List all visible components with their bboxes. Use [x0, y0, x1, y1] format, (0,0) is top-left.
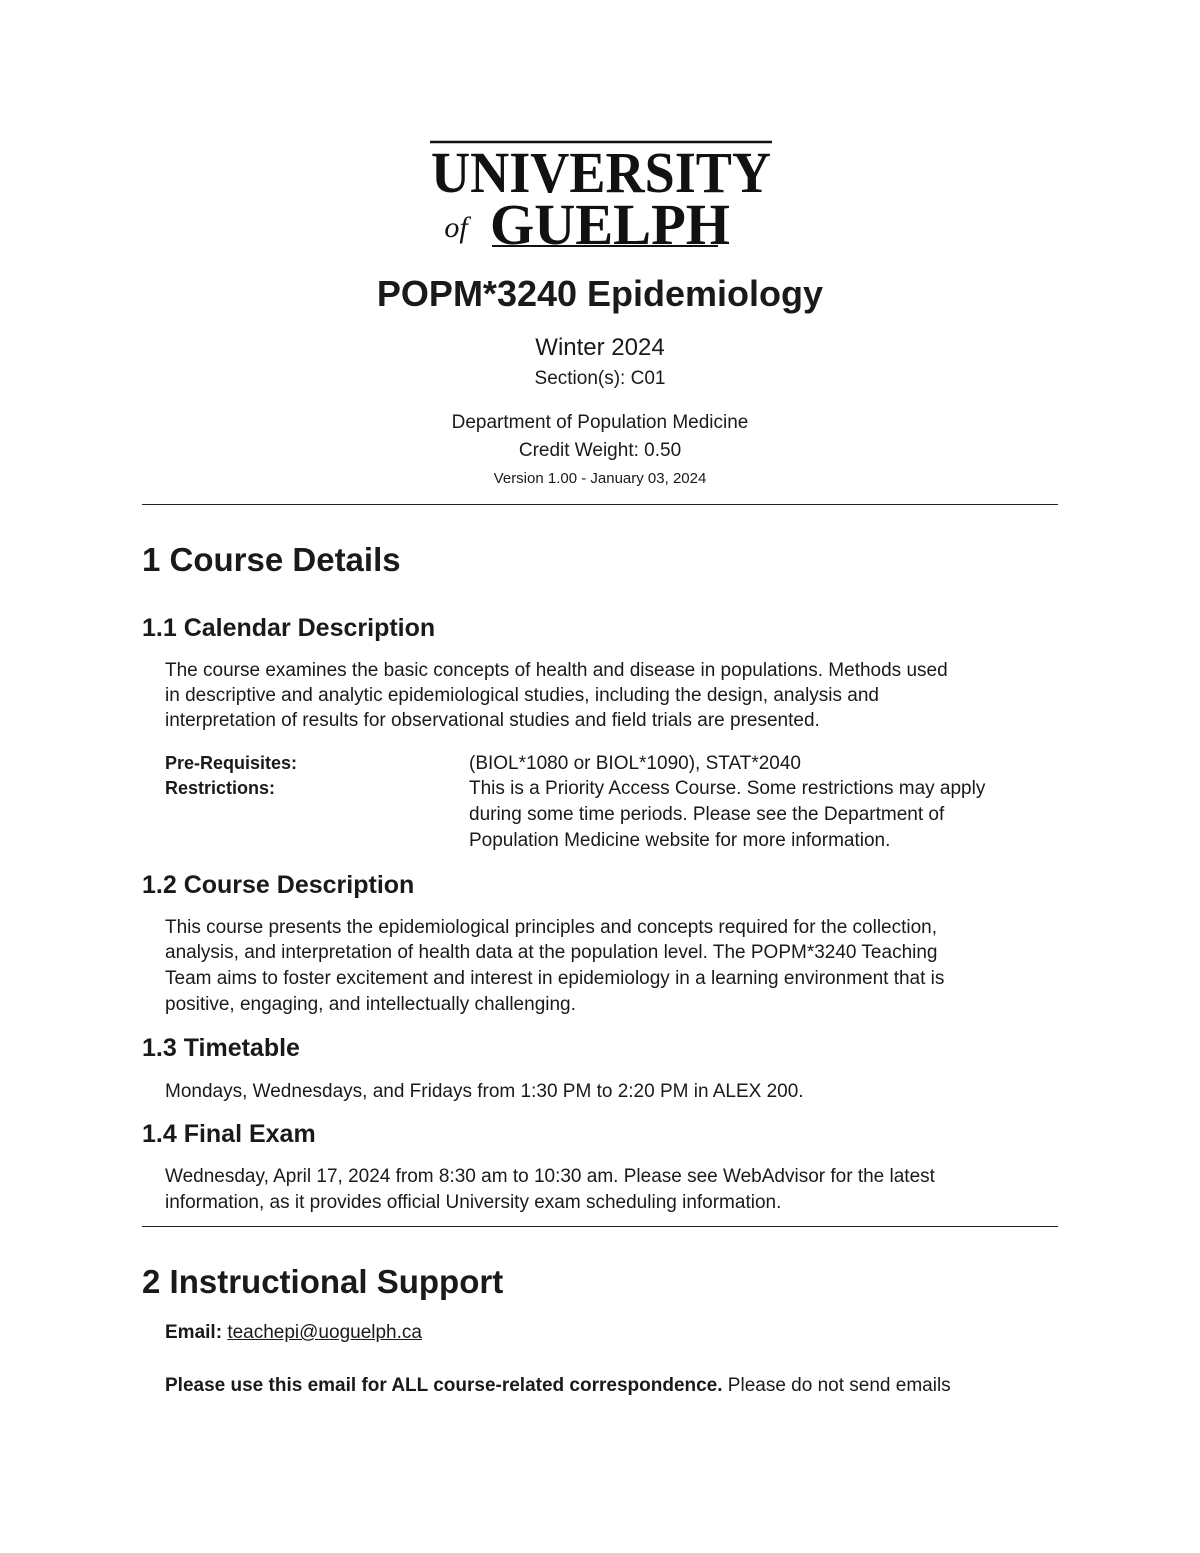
divider — [142, 1226, 1058, 1227]
email-note-bold: Please use this email for ALL course-related correspondence. — [165, 1375, 723, 1396]
course-term: Winter 2024 — [535, 334, 665, 361]
divider — [142, 504, 1058, 505]
prerequisites-value: (BIOL*1080 or BIOL*1090), STAT*2040 — [469, 753, 801, 774]
final-exam-line: Wednesday, April 17, 2024 from 8:30 am to 10:30 am. Please see WebAdvisor for the latest — [165, 1166, 935, 1187]
calendar-line: interpretation of results for observational studies and field trials are presented. — [165, 710, 820, 731]
prerequisites-label: Pre-Requisites: — [165, 753, 298, 773]
heading-course-description: 1.2 Course Description — [142, 871, 415, 899]
restrictions-line: during some time periods. Please see the Department of — [469, 804, 945, 825]
description-line: Team aims to foster excitement and interest in epidemiology in a learning environment that is — [165, 968, 945, 989]
email-note-rest: Please do not send emails — [722, 1375, 951, 1396]
version-line: Version 1.00 - January 03, 2024 — [493, 470, 707, 487]
heading-final-exam: 1.4 Final Exam — [142, 1120, 316, 1148]
heading-calendar-description: 1.1 Calendar Description — [142, 614, 436, 642]
heading-timetable: 1.3 Timetable — [142, 1034, 300, 1062]
email-label: Email: — [165, 1322, 223, 1343]
logo-line2: GUELPH — [490, 192, 730, 248]
department: Department of Population Medicine — [451, 412, 749, 433]
university-logo — [430, 140, 775, 248]
restrictions-label: Restrictions: — [165, 778, 276, 798]
logo-line1: UNIVERSITY — [431, 140, 771, 205]
restrictions-line: Population Medicine website for more information. — [469, 830, 891, 851]
logo-of: of — [444, 211, 468, 244]
email-row — [165, 1320, 1065, 1346]
timetable-text: Mondays, Wednesdays, and Fridays from 1:30 PM to 2:20 PM in ALEX 200. — [165, 1081, 804, 1102]
section-heading-course-details: 1 Course Details — [142, 541, 401, 578]
calendar-line: in descriptive and analytic epidemiological studies, including the design, analysis and — [165, 685, 879, 706]
email-link[interactable]: teachepi@uoguelph.ca — [227, 1322, 422, 1343]
restrictions-line: This is a Priority Access Course. Some restrictions may apply — [469, 778, 986, 799]
course-title: POPM*3240 Epidemiology — [376, 273, 824, 314]
description-line: analysis, and interpretation of health data at the population level. The POPM*3240 Teaching — [165, 942, 938, 963]
section-heading-instructional-support: 2 Instructional Support — [142, 1263, 504, 1300]
description-line: This course presents the epidemiological principles and concepts required for the collection, — [165, 917, 938, 938]
email-note — [165, 1373, 1065, 1399]
final-exam-line: information, as it provides official University exam scheduling information. — [165, 1192, 782, 1213]
description-line: positive, engaging, and intellectually challenging. — [165, 994, 576, 1015]
course-sections: Section(s): C01 — [534, 368, 666, 389]
credit-weight: Credit Weight: 0.50 — [518, 440, 682, 461]
calendar-line: The course examines the basic concepts of health and disease in populations. Methods used — [165, 660, 948, 681]
